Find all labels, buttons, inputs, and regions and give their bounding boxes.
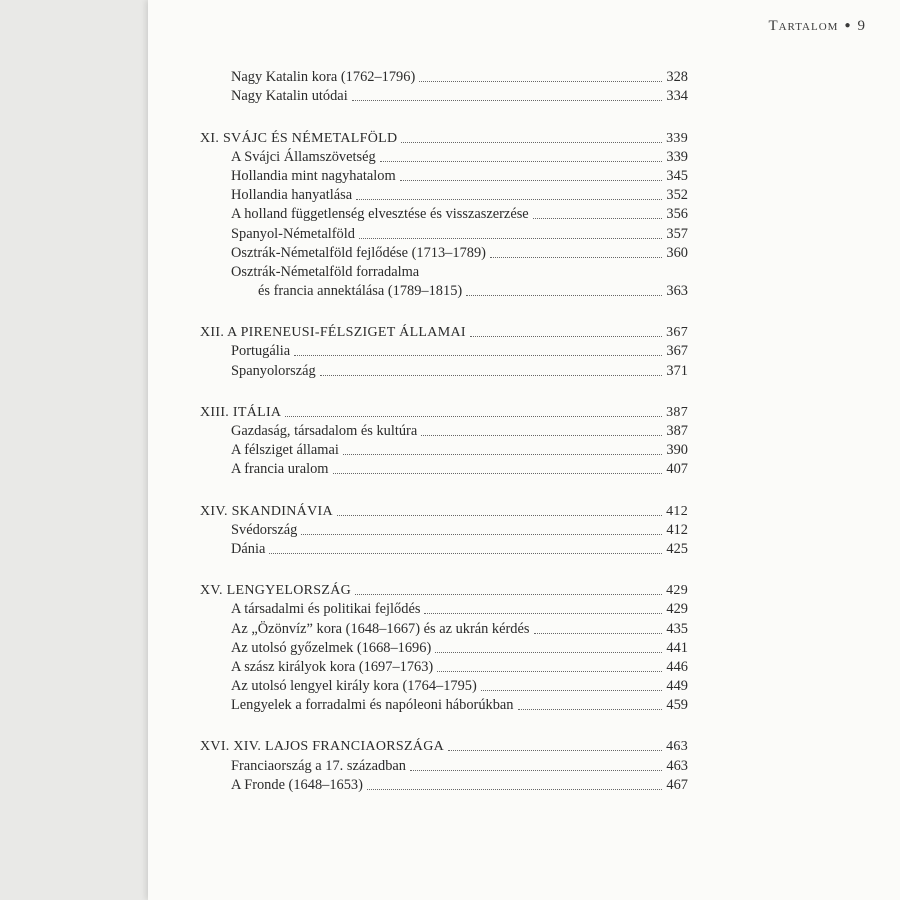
dot-leader (355, 593, 662, 595)
toc-entry-page-number: 449 (666, 678, 688, 695)
dot-leader (380, 160, 663, 162)
toc-entry-page-number: 446 (666, 658, 688, 675)
toc-entry-page-number: 387 (666, 404, 688, 420)
toc-entry-page-number: 463 (666, 757, 688, 774)
toc-entry-page-number: 390 (666, 442, 688, 459)
toc-chapter-entry[interactable] (200, 737, 688, 756)
toc-entry-title: XVI. XIV. LAJOS FRANCIAORSZÁGA (200, 739, 445, 755)
toc-entry-title: A holland függetlenség elvesztése és visszaszerzése (231, 206, 529, 223)
dot-leader (337, 514, 662, 516)
toc-chapter-entry[interactable] (200, 403, 688, 422)
toc-entry-title: Az utolsó lengyel király kora (1764–1795) (231, 678, 477, 695)
dot-leader (435, 651, 662, 653)
dot-leader (320, 374, 663, 376)
toc-entry-page-number: 412 (666, 521, 688, 538)
toc-entry-page-number: 367 (666, 325, 688, 341)
toc-subsection-entry[interactable] (200, 186, 688, 205)
toc-subsection-entry[interactable] (200, 658, 688, 677)
section-gap (200, 715, 688, 737)
section-gap (200, 106, 688, 128)
toc-subsection-entry[interactable] (200, 441, 688, 460)
toc-entry-title: XII. A PIRENEUSI-FÉLSZIGET ÁLLAMAI (200, 325, 466, 341)
dot-leader (466, 294, 662, 296)
toc-entry-page-number: 345 (666, 167, 688, 184)
dot-leader (400, 179, 663, 181)
toc-subsection-entry[interactable] (200, 224, 688, 243)
toc-entry-page-number: 463 (666, 739, 688, 755)
dot-leader (421, 434, 662, 436)
toc-entry-title: A Fronde (1648–1653) (231, 776, 363, 793)
dot-leader (352, 99, 663, 101)
toc-entry-title: XIV. SKANDINÁVIA (200, 503, 333, 519)
toc-entry-page-number: 360 (666, 244, 688, 261)
running-header (768, 18, 866, 35)
toc-entry-page-number: 407 (666, 461, 688, 478)
dot-leader (333, 472, 663, 474)
toc-subsection-entry[interactable] (200, 540, 688, 559)
toc-subsection-entry[interactable] (200, 244, 688, 263)
dot-leader (301, 533, 662, 535)
toc-entry-title: Nagy Katalin kora (1762–1796) (231, 69, 416, 86)
section-gap (200, 301, 688, 323)
toc-entry-title: Az „Özönvíz” kora (1648–1667) és az ukrán kérdés (231, 620, 530, 637)
dot-leader (518, 708, 663, 710)
toc-entry-title: Spanyolország (231, 362, 316, 379)
toc-subsection-entry[interactable] (200, 282, 688, 301)
toc-entry-page-number: 339 (666, 130, 688, 146)
toc-entry-page-number: 367 (666, 343, 688, 360)
toc-subsection-entry[interactable] (200, 68, 688, 87)
toc-entry-title: A francia uralom (231, 461, 329, 478)
toc-entry-title: Az utolsó győzelmek (1668–1696) (231, 639, 432, 656)
toc-chapter-entry[interactable] (200, 501, 688, 520)
toc-subsection-entry[interactable] (200, 600, 688, 619)
toc-entry-page-number: 435 (666, 620, 688, 637)
toc-entry-title: Osztrák-Németalföld fejlődése (1713–1789) (231, 244, 486, 261)
toc-entry-page-number: 357 (666, 225, 688, 242)
toc-entry-page-number: 363 (666, 283, 688, 300)
toc-entry-title: XV. LENGYELORSZÁG (200, 583, 352, 599)
toc-entry-title: Hollandia hanyatlása (231, 187, 353, 204)
section-gap (200, 381, 688, 403)
dot-leader (401, 141, 662, 143)
toc-entry-page-number: 429 (666, 583, 688, 599)
toc-entry-page-number: 429 (666, 601, 688, 618)
toc-entry-title: XI. SVÁJC ÉS NÉMETALFÖLD (200, 130, 398, 146)
toc-subsection-entry[interactable] (200, 148, 688, 167)
running-header-page-number: 9 (857, 18, 866, 34)
dot-leader (410, 769, 662, 771)
dot-leader (534, 632, 663, 634)
toc-subsection-entry[interactable] (200, 167, 688, 186)
separator-bullet: ● (844, 20, 852, 31)
dot-leader (356, 198, 662, 200)
toc-entry-page-number: 328 (666, 69, 688, 86)
dot-leader (294, 354, 662, 356)
toc-entry-page-number: 412 (666, 503, 688, 519)
toc-entry-title: Svédország (231, 521, 298, 538)
dot-leader (448, 749, 662, 751)
toc-entry-title: A szász királyok kora (1697–1763) (231, 658, 434, 675)
toc-entry-page-number: 352 (666, 187, 688, 204)
dot-leader (419, 80, 662, 82)
toc-entry-page-number: 387 (666, 423, 688, 439)
toc-entry-title: XIII. ITÁLIA (200, 404, 282, 420)
toc-chapter-entry[interactable] (200, 128, 688, 147)
toc-entry-title: Gazdaság, társadalom és kultúra (231, 423, 418, 439)
toc-subsection-entry[interactable] (200, 87, 688, 106)
toc-subsection-entry[interactable] (200, 521, 688, 540)
toc-entry-page-number: 356 (666, 206, 688, 223)
toc-entry-title: Portugália (231, 343, 291, 360)
toc-subsection-entry[interactable] (200, 361, 688, 380)
dot-leader (367, 788, 663, 790)
toc-entry-title: Franciaország a 17. században (231, 757, 406, 774)
toc-subsection-entry[interactable] (200, 619, 688, 638)
toc-entry-page-number: 459 (666, 697, 688, 714)
toc-entry-page-number: 339 (666, 148, 688, 165)
dot-leader (481, 689, 663, 691)
toc-entry-title: A társadalmi és politikai fejlődés (231, 601, 421, 618)
dot-leader (470, 335, 662, 337)
toc-subsection-entry[interactable] (200, 205, 688, 224)
toc-entry-page-number: 441 (666, 639, 688, 656)
toc-subsection-entry[interactable] (200, 677, 688, 696)
toc-entry-title: Dánia (231, 540, 266, 557)
section-gap (200, 479, 688, 501)
running-header-title: Tartalom (768, 18, 839, 34)
toc-subsection-entry[interactable] (200, 422, 688, 441)
dot-leader (343, 453, 663, 455)
toc-subsection-entry[interactable] (200, 263, 688, 282)
toc-subsection-entry[interactable] (200, 639, 688, 658)
dot-leader (285, 415, 662, 417)
toc-subsection-entry[interactable] (200, 696, 688, 715)
toc-subsection-entry[interactable] (200, 342, 688, 361)
toc-chapter-entry[interactable] (200, 323, 688, 342)
toc-entry-title: Nagy Katalin utódai (231, 88, 348, 105)
toc-entry-title: Spanyol-Németalföld (231, 225, 355, 242)
toc-entry-page-number: 371 (666, 362, 688, 379)
dot-leader (424, 612, 662, 614)
toc-chapter-entry[interactable] (200, 581, 688, 600)
toc-subsection-entry[interactable] (200, 756, 688, 775)
table-of-contents (200, 68, 688, 795)
toc-entry-title: Lengyelek a forradalmi és napóleoni háborúkban (231, 697, 514, 714)
toc-entry-title: Osztrák-Németalföld forradalma (231, 263, 420, 280)
toc-entry-page-number: 467 (666, 776, 688, 793)
toc-entry-title: A félsziget államai (231, 442, 339, 459)
dot-leader (359, 237, 663, 239)
toc-subsection-entry[interactable] (200, 460, 688, 479)
section-gap (200, 559, 688, 581)
dot-leader (533, 217, 663, 219)
dot-leader (437, 670, 662, 672)
toc-subsection-entry[interactable] (200, 776, 688, 795)
toc-entry-title: Hollandia mint nagyhatalom (231, 167, 396, 184)
dot-leader (269, 552, 662, 554)
toc-entry-title: és francia annektálása (1789–1815) (258, 283, 463, 300)
toc-entry-title: A Svájci Államszövetség (231, 148, 376, 165)
dot-leader (490, 256, 662, 258)
toc-entry-page-number: 334 (666, 88, 688, 105)
toc-entry-page-number: 425 (666, 540, 688, 557)
